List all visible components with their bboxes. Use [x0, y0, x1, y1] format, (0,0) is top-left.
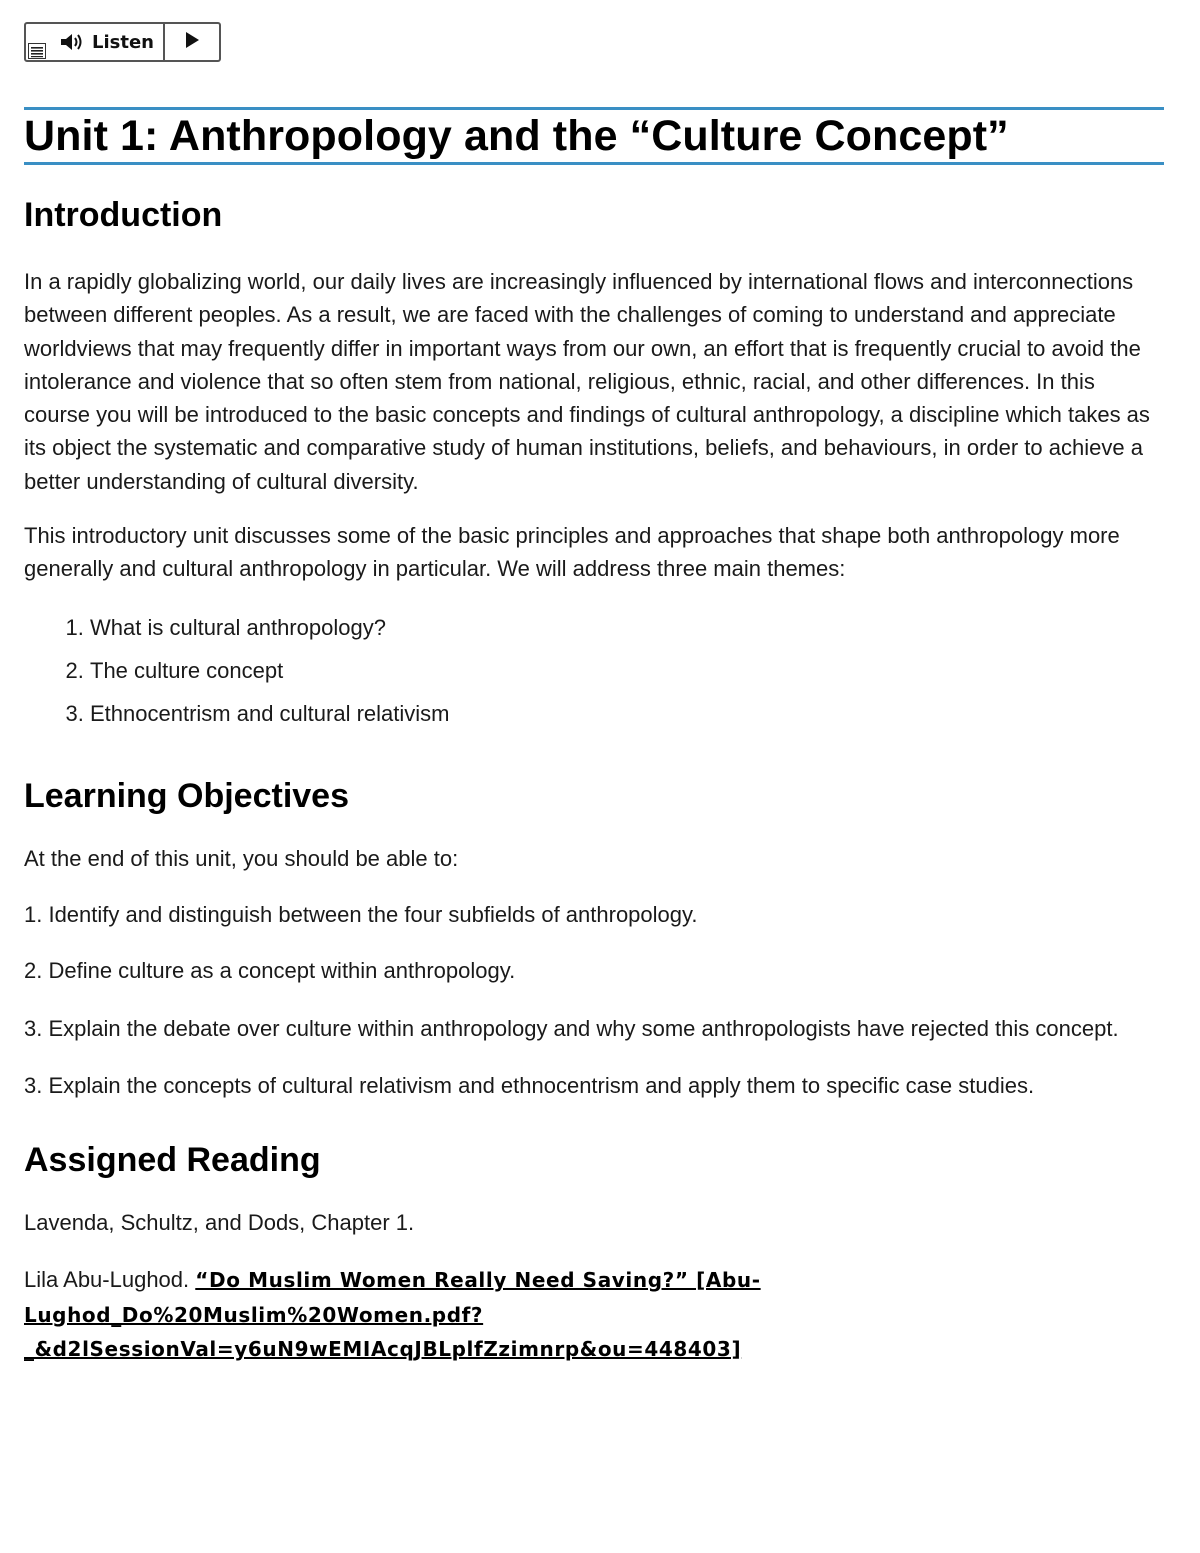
play-icon: [184, 31, 200, 54]
listen-button[interactable]: [26, 24, 165, 60]
reading-item-textbook: Lavenda, Schultz, and Dods, Chapter 1.: [24, 1210, 415, 1236]
reading-item-article: [24, 1263, 1164, 1366]
introduction-heading: Introduction: [24, 196, 223, 234]
page-title: Unit 1: Anthropology and the “Culture Concept”: [24, 107, 1164, 165]
objective-item: 1. Identify and distinguish between the four subfields of anthropology.: [24, 901, 698, 927]
play-button[interactable]: [165, 24, 219, 60]
reading-author: Lila Abu-Lughod.: [24, 1267, 196, 1293]
objective-item: 3. Explain the concepts of cultural relativism and ethnocentrism and apply them to specific case studies.: [24, 1072, 1035, 1098]
list-item: 1. What is cultural anthropology?: [90, 612, 1164, 644]
listen-label: Listen: [92, 31, 154, 53]
objective-item: 3. Explain the debate over culture within anthropology and why some anthropologists have rejected this concept.: [24, 1015, 1119, 1041]
intro-paragraph-2: This introductory unit discusses some of the basic principles and approaches that shape both anthropology more generally and cultural anthropology in particular. We will address three main themes:: [24, 523, 1120, 582]
page-content: [24, 22, 1164, 1366]
objectives-intro: At the end of this unit, you should be able to:: [24, 845, 459, 871]
assigned-reading-heading: Assigned Reading: [24, 1141, 321, 1180]
list-item: 2. The culture concept: [90, 655, 1164, 687]
listen-toolbar: [24, 22, 221, 62]
objective-item: 2. Define culture as a concept within anthropology.: [24, 958, 516, 984]
learning-objectives-heading: Learning Objectives: [24, 776, 349, 815]
menu-icon[interactable]: [26, 24, 48, 60]
intro-paragraph-1: In a rapidly globalizing world, our daily lives are increasingly influenced by international flows and interconnections between different peoples. As a result, we are faced with the challenges of coming to understand and appreciate worldviews that may frequently differ in important ways from our own, an effort that is frequently crucial to avoid the intolerance and violence that so often stem from national, religious, ethnic, racial, and other differences. In this course you will be introduced to the basic concepts and findings of cultural anthropology, a discipline which takes as its object the systematic and comparative study of human institutions, beliefs, and behaviours, in order to achieve a better understanding of cultural diversity.: [24, 269, 1150, 494]
list-item: 3. Ethnocentrism and cultural relativism: [90, 698, 1164, 730]
themes-list: [24, 612, 1164, 730]
speaker-icon: [60, 32, 86, 52]
link-text-line-2: Lughod_Do%20Muslim%20Women.pdf?: [24, 1302, 484, 1327]
link-text-line-3: _&d2lSessionVal=y6uN9wEMIAcqJBLplfZzimnrp&ou=448403]: [24, 1337, 742, 1362]
link-text-line-1: “Do Muslim Women Really Need Saving?” [Abu-: [195, 1268, 761, 1293]
